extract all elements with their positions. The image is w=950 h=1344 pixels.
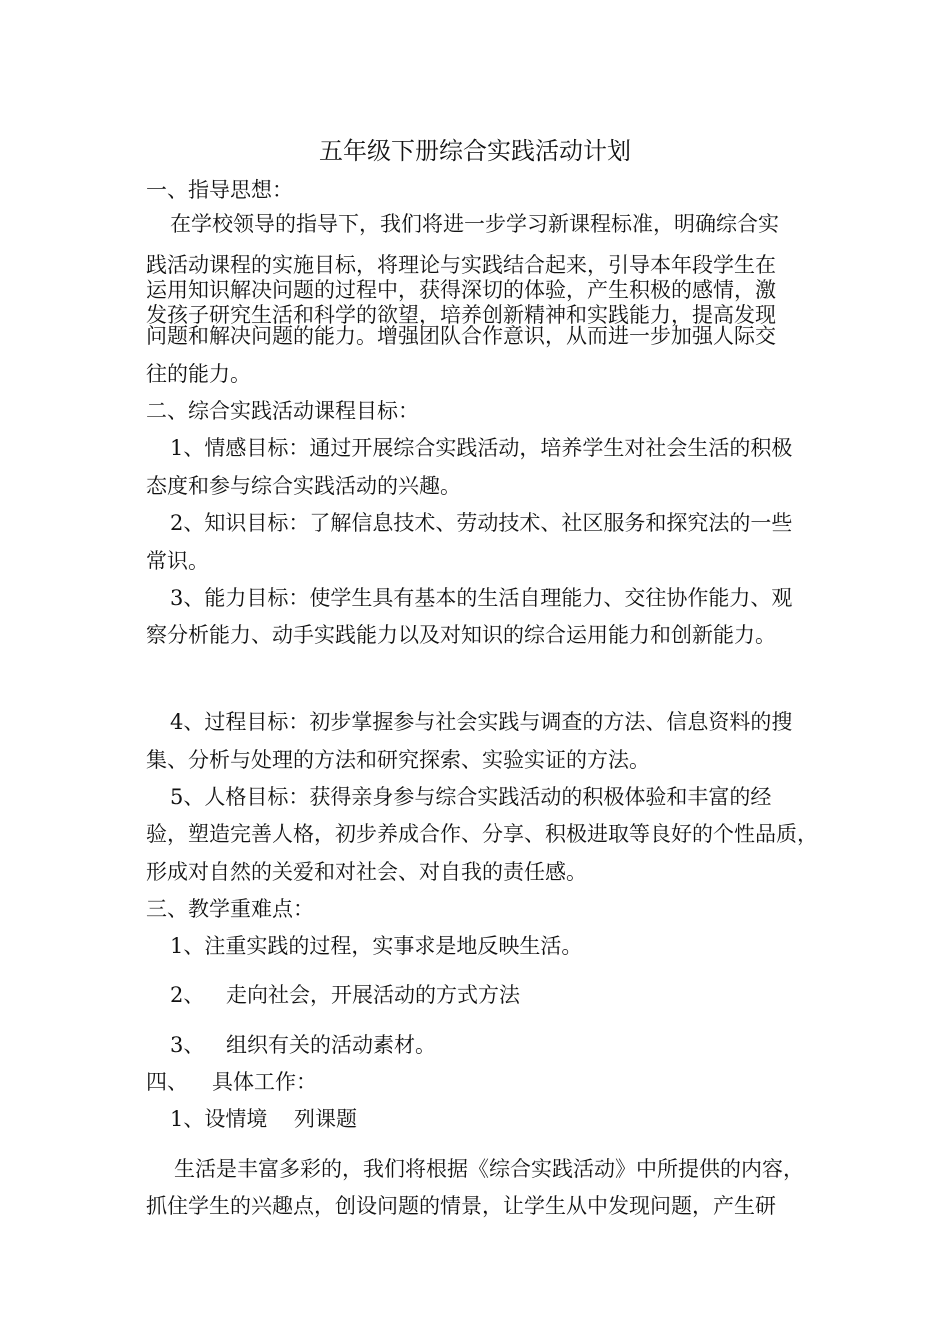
keypoint-number: 3、 bbox=[170, 1033, 205, 1057]
goal-line: 察分析能力、动手实践能力以及对知识的综合运用能力和创新能力。 bbox=[146, 623, 776, 647]
keypoint-item: 1、注重实践的过程，实事求是地反映生活。 bbox=[170, 934, 583, 958]
paragraph-line: 践活动课程的实施目标，将理论与实践结合起来，引导本年段学生在 bbox=[146, 253, 776, 277]
paragraph-line: 生活是丰富多彩的，我们将根据《综合实践活动》中所提供的内容， bbox=[174, 1157, 804, 1181]
goal-line: 态度和参与综合实践活动的兴趣。 bbox=[146, 474, 461, 498]
goal-line: 2、知识目标：了解信息技术、劳动技术、社区服务和探究法的一些 bbox=[170, 511, 793, 535]
paragraph-line: 问题和解决问题的能力。增强团队合作意识，从而进一步加强人际交 bbox=[146, 324, 776, 348]
goal-line: 4、过程目标：初步掌握参与社会实践与调查的方法、信息资料的搜 bbox=[170, 710, 793, 734]
work-subheading: 1、设情境 bbox=[170, 1107, 268, 1131]
keypoint-number: 2、 bbox=[170, 983, 205, 1007]
goal-line: 1、情感目标：通过开展综合实践活动，培养学生对社会生活的积极 bbox=[170, 436, 793, 460]
section4-number: 四、 bbox=[146, 1070, 188, 1094]
keypoint-item: 组织有关的活动素材。 bbox=[226, 1033, 436, 1057]
section4-heading: 具体工作： bbox=[212, 1070, 317, 1094]
keypoint-item: 走向社会，开展活动的方式方法 bbox=[226, 983, 520, 1007]
paragraph-line: 运用知识解决问题的过程中，获得深切的体验，产生积极的感情，激 bbox=[146, 278, 776, 302]
document-title: 五年级下册综合实践活动计划 bbox=[319, 137, 631, 165]
paragraph-line: 在学校领导的指导下，我们将进一步学习新课程标准，明确综合实 bbox=[170, 212, 779, 236]
paragraph-line: 抓住学生的兴趣点，创设问题的情景，让学生从中发现问题，产生研 bbox=[146, 1194, 776, 1218]
paragraph-line: 往的能力。 bbox=[146, 362, 251, 386]
goal-line: 5、人格目标：获得亲身参与综合实践活动的积极体验和丰富的经 bbox=[170, 785, 772, 809]
section2-heading: 二、综合实践活动课程目标： bbox=[146, 399, 419, 423]
goal-line: 常识。 bbox=[146, 549, 209, 573]
goal-line: 验，塑造完善人格，初步养成合作、分享、积极进取等良好的个性品质， bbox=[146, 822, 818, 846]
section3-heading: 三、教学重难点： bbox=[146, 897, 314, 921]
paragraph-line: 发孩子研究生活和科学的欲望，培养创新精神和实践能力，提高发现 bbox=[146, 303, 776, 327]
section1-heading: 一、指导思想： bbox=[146, 178, 293, 202]
goal-line: 形成对自然的关爱和对社会、对自我的责任感。 bbox=[146, 860, 587, 884]
goal-line: 3、能力目标：使学生具有基本的生活自理能力、交往协作能力、观 bbox=[170, 586, 793, 610]
goal-line: 集、分析与处理的方法和研究探索、实验实证的方法。 bbox=[146, 748, 650, 772]
work-subheading: 列课题 bbox=[294, 1107, 357, 1131]
